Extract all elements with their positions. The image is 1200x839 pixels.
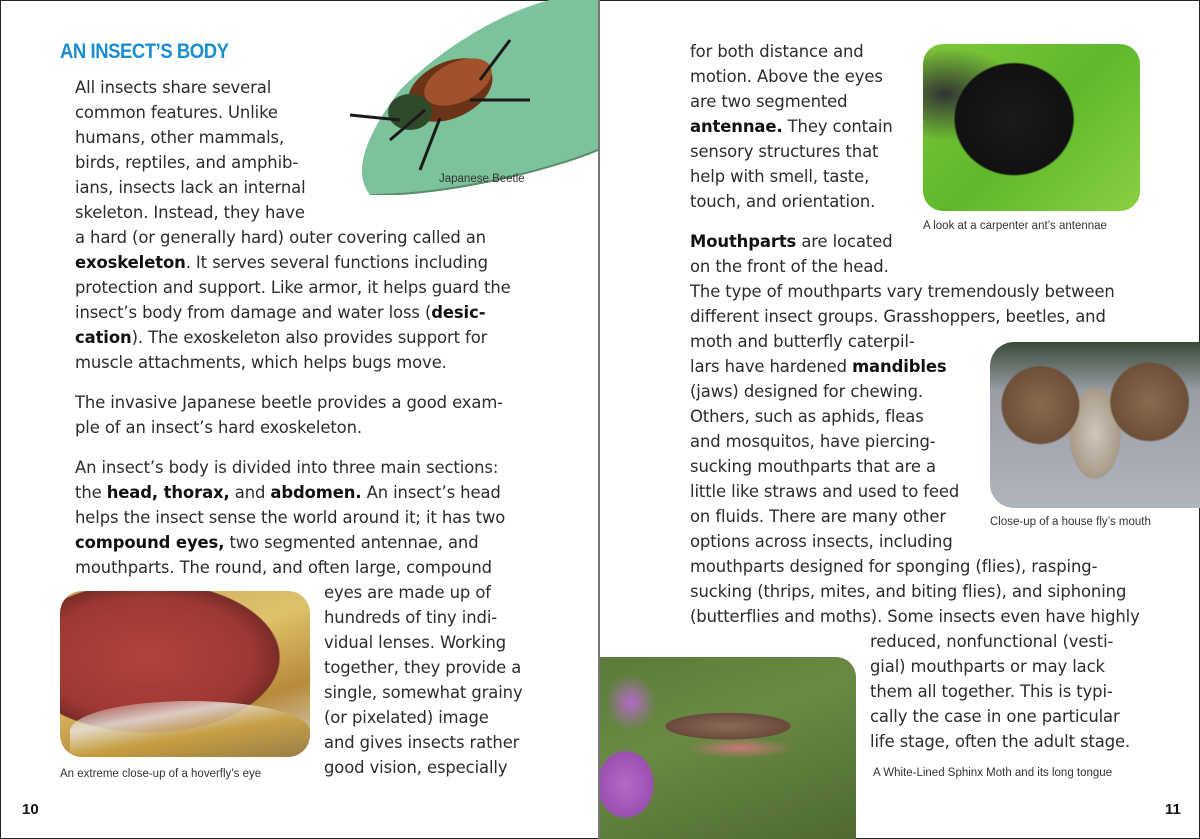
antennae-paragraph: for both distance and motion. Above the eyes are two segmented antennae. They contain sensory structures that help with smell, taste, touch, and orientation. (690, 42, 893, 211)
moth-caption: A White-Lined Sphinx Moth and its long tongue (873, 767, 1113, 779)
hoverfly-caption: An extreme close-up of a hoverfly’s eye (60, 768, 262, 780)
beetle-caption: Japanese Beetle (439, 173, 525, 185)
term-exoskeleton: exoskeleton (75, 253, 186, 272)
carpenter-ant-photo (923, 44, 1140, 211)
vestigial-paragraph: reduced, nonfunctional (vesti- gial) mouthparts or may lack them all together. This is typi- cally the case in one particular life stage, often the adult stage. (870, 632, 1131, 751)
term-antennae: antennae. (690, 117, 783, 136)
fly-caption: Close-up of a house fly’s mouth (990, 516, 1151, 528)
section-heading: AN INSECT’S BODY (60, 40, 229, 63)
house-fly-photo (990, 342, 1200, 508)
term-mouthparts: Mouthparts (690, 232, 797, 251)
body-sections-paragraph: An insect’s body is divided into three main sections: the head, thorax, and abdomen. An insect’s head helps the insect sense the world around it; it has two compound eyes, two segmented antennae, and mouthparts. The round, and often large, compound (75, 458, 506, 577)
sphinx-moth-photo (600, 657, 856, 839)
mouthparts-paragraph: Mouthparts are located on the front of the head. The type of mouthparts vary tremendously between different insect groups. Grasshoppers, beetles, and moth and butterfly caterpil- lars have hardened mandibles (jaws) designed for chewing. Others, such as aphids, fleas and mosquitos, have piercing- sucking mouthparts that are a little like straws and used to feed on fluids. There are many other options across insects, including mouthparts designed for sponging (flies), rasping- sucking (thrips, mites, and biting flies), and siphoning (butterflies and moths). Some insects even have highly (690, 232, 1140, 626)
left-page (0, 0, 598, 839)
ant-caption: A look at a carpenter ant’s antennae (923, 220, 1107, 232)
compound-eye-paragraph: eyes are made up of hundreds of tiny indi- vidual lenses. Working together, they provide a single, somewhat grainy (or pixelated) image and gives insects rather good vision, especially (324, 583, 523, 777)
hoverfly-eye-photo (60, 591, 310, 757)
page-number-right: 11 (1165, 801, 1181, 818)
beetle-paragraph: The invasive Japanese beetle provides a good exam- ple of an insect’s hard exoskeleton. (75, 393, 503, 437)
page-number-left: 10 (22, 801, 39, 818)
intro-paragraph: All insects share several common features. Unlike humans, other mammals, birds, reptiles, and amphib- ians, insects lack an internal skeleton. Instead, they have a hard (or generally hard) outer covering called an exoskeleton. It serves several functions including protection and support. Like armor, it helps guard the insect’s body from damage and water loss (desic- cation). The exoskeleton also provides support for muscle attachments, which helps bugs move. (75, 78, 511, 372)
term-mandibles: mandibles (852, 357, 947, 376)
term-desiccation: desic- (431, 303, 486, 322)
